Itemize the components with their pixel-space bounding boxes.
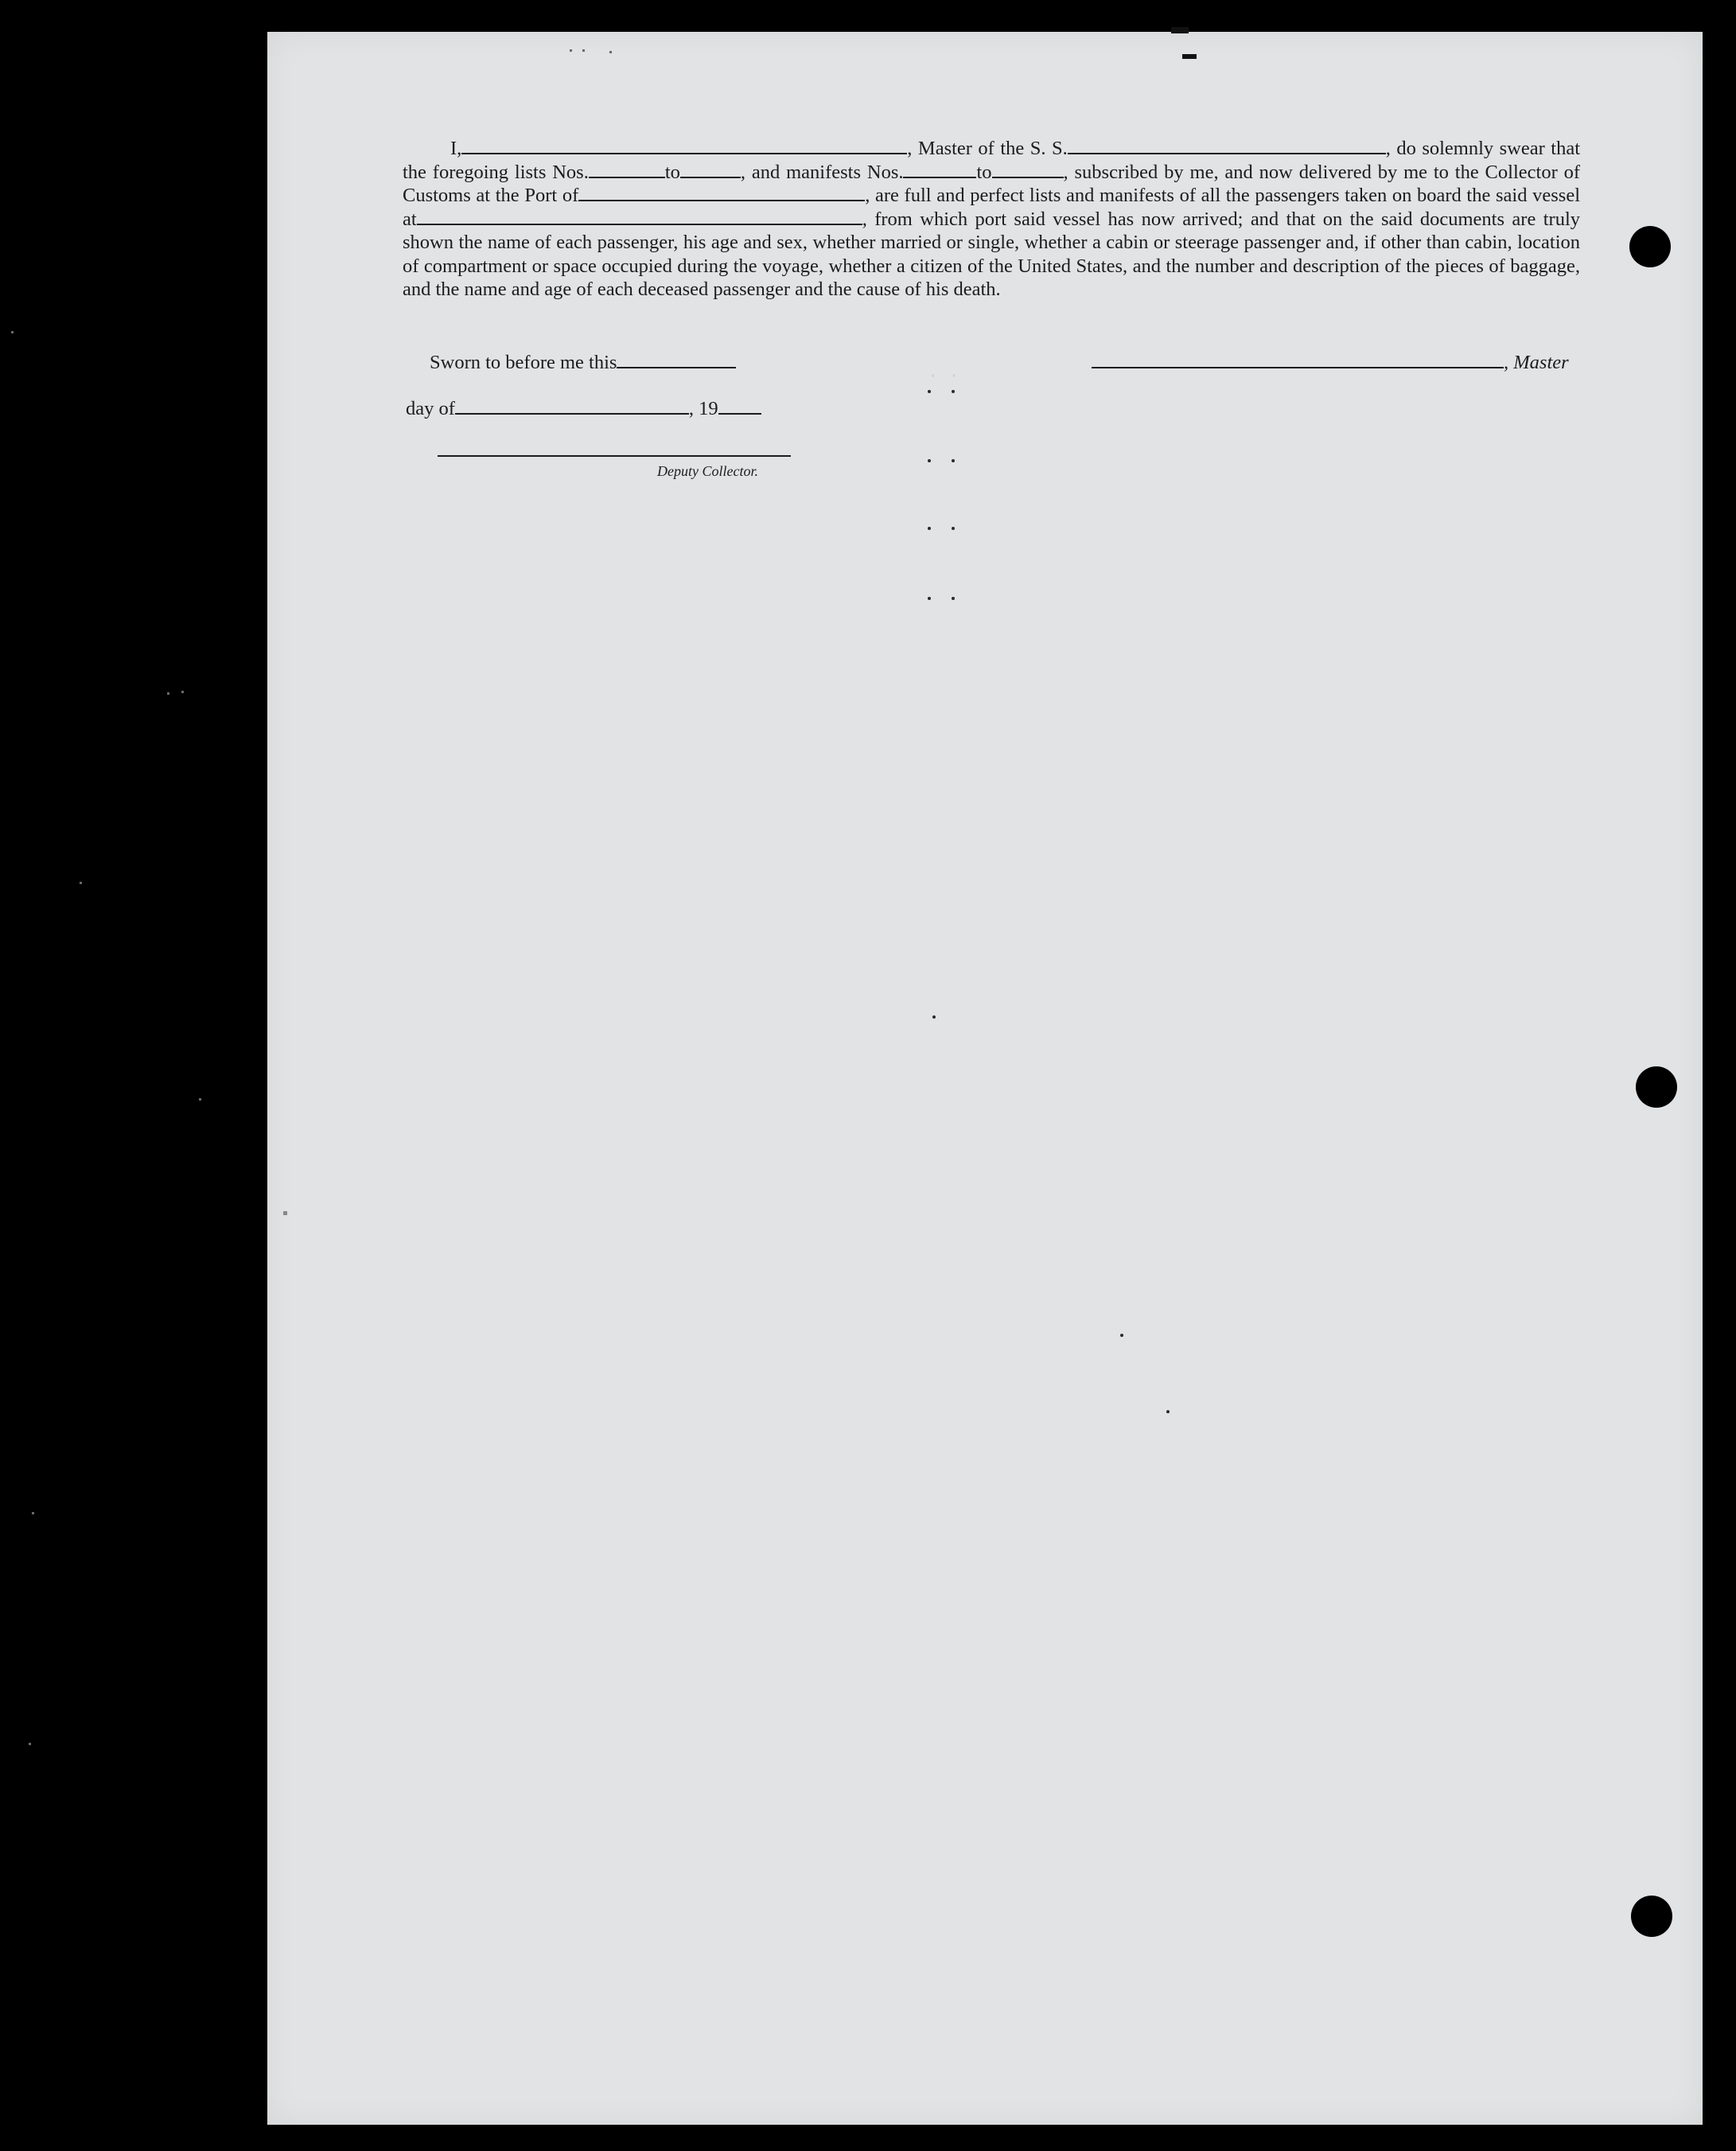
deputy-collector-label: Deputy Collector.	[657, 463, 758, 479]
scan-speck	[32, 1512, 34, 1514]
ink-dot	[952, 390, 955, 393]
scan-speck	[570, 49, 572, 52]
scan-speck	[199, 1098, 201, 1101]
master-signature-row	[1092, 352, 1569, 374]
sworn-text: Sworn to before me this	[430, 352, 617, 373]
oath-do-solemnly: , do solemnly swear that the foregoing lists Nos.	[403, 138, 1581, 183]
ink-dot	[952, 527, 955, 530]
oath-are-full: , are full and perfect lists and manifests of all the passengers taken on board the said vessel at	[403, 185, 1580, 230]
ink-dot	[928, 527, 931, 530]
scan-speck	[181, 691, 184, 693]
manifest-no-from-field	[903, 162, 976, 178]
punch-hole-top	[1629, 226, 1671, 267]
scan-speck	[80, 882, 82, 884]
ink-dot	[928, 597, 931, 600]
punch-hole-middle	[1636, 1066, 1677, 1108]
sworn-day-field	[617, 353, 736, 368]
oath-to-1: to	[664, 161, 680, 183]
oath-master-of: , Master of the S. S.	[907, 138, 1068, 159]
master-name-field	[461, 138, 907, 154]
oath-and-manifests: , and manifests Nos.	[740, 161, 904, 183]
month-field	[455, 399, 689, 415]
bleed-through-column: · ·	[928, 366, 959, 386]
ink-dot	[1166, 1410, 1170, 1413]
deputy-signature-line	[438, 455, 791, 457]
year-field	[718, 399, 761, 415]
scan-speck	[1182, 54, 1197, 59]
oath-to-2: to	[976, 161, 992, 183]
year-prefix: , 19	[688, 398, 718, 419]
oath-paragraph	[403, 137, 1580, 302]
ship-name-field	[1068, 138, 1386, 154]
scan-speck	[11, 331, 14, 333]
oath-i: I,	[450, 138, 462, 159]
list-no-to-field	[680, 162, 741, 178]
ink-dot	[928, 459, 931, 462]
master-label: , Master	[1504, 352, 1569, 373]
list-no-from-field	[589, 162, 665, 178]
punch-hole-bottom	[1631, 1896, 1672, 1937]
day-of-row	[406, 398, 761, 420]
scan-speck	[283, 1211, 287, 1215]
sworn-row	[430, 352, 736, 374]
scan-speck	[167, 692, 169, 695]
ink-dot	[932, 1015, 936, 1019]
scan-speck	[582, 49, 585, 52]
port-field	[578, 185, 865, 201]
ink-dot	[1120, 1334, 1123, 1337]
scan-speck	[609, 51, 612, 53]
port-of-departure-field	[417, 209, 862, 225]
manifest-no-to-field	[992, 162, 1064, 178]
scan-speck	[1171, 27, 1189, 33]
oath-subscribed: , subscribed by me, and now delivered by me to the Collector of Customs at the Port of	[403, 161, 1580, 206]
ink-dot	[952, 597, 955, 600]
day-of-text: day of	[406, 398, 455, 419]
paper-sheet	[267, 32, 1703, 2125]
ink-dot	[928, 390, 931, 393]
scan-speck	[29, 1743, 31, 1745]
oath-from-which: , from which port said vessel has now arrived; and that on the said documents are truly shown the name of each passenger, his age and sex, whether married or single, whether a cabin or steerage passenger and, if other than cabin, location of compartment or space occupied during the voyage, whether a citizen of the United States, and the number and description of the pieces of baggage, and the name and age of each deceased passenger and the cause of his death.	[403, 208, 1580, 300]
master-signature-field	[1092, 353, 1504, 368]
ink-dot	[952, 459, 955, 462]
